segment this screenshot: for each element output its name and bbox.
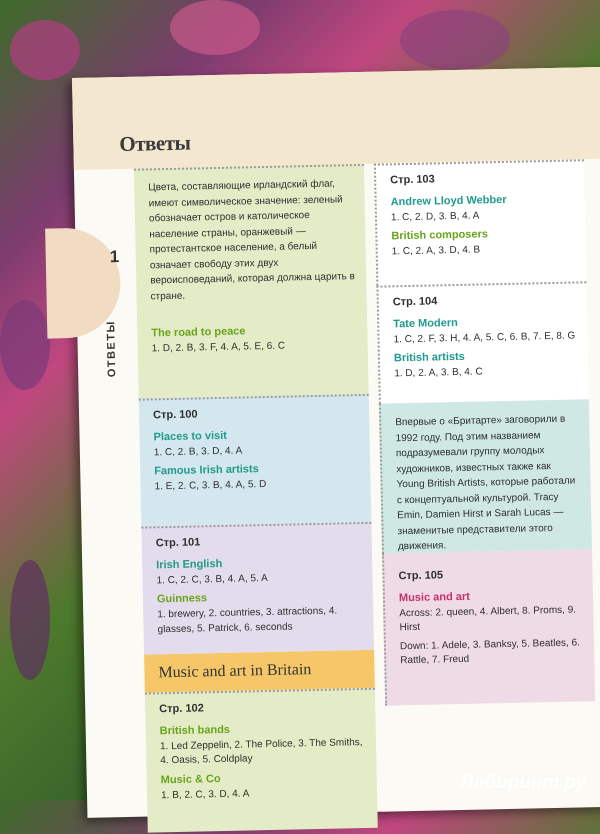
places-to-visit-answer: 1. C, 2. B, 3. D, 4. A <box>153 445 243 459</box>
p104-box <box>376 281 588 403</box>
tate-modern-answer: 1. C, 2. F, 3. H, 4. A, 5. C, 6. B, 7. E, 8. G <box>393 330 576 346</box>
down-answers: Down: 1. Adele, 3. Banksy, 5. Beatles, 6. Rattle, 7. Freud <box>399 637 580 667</box>
section-banner: Music and art in Britain <box>144 650 375 693</box>
p100-box <box>139 394 372 527</box>
guinness-answer: 1. brewery, 2. countries, 3. attractions, 4. glasses, 5. Patrick, 6. seconds <box>157 605 338 636</box>
music-co-answer: 1. B, 2. C, 3. D, 4. A <box>160 788 250 802</box>
tate-modern-title: Tate Modern <box>393 316 458 331</box>
british-bands-answer: 1. Led Zeppelin, 2. The Police, 3. The Smiths, 4. Oasis, 5. Coldplay <box>159 736 363 767</box>
p103-page: Стр. 103 <box>390 173 435 187</box>
background-flower <box>400 10 510 70</box>
across-answers: Across: 2. queen, 4. Albert, 8. Proms, 9. Hirst <box>399 604 577 634</box>
p101-box <box>141 522 374 655</box>
book-page <box>72 67 600 818</box>
places-to-visit-title: Places to visit <box>153 429 228 444</box>
chapter-number: 1 <box>109 247 120 267</box>
background-flower <box>10 560 50 680</box>
page-title: Ответы <box>119 130 191 157</box>
left-column <box>134 164 378 833</box>
p104-page: Стр. 104 <box>392 295 438 309</box>
british-bands-title: British bands <box>159 723 231 738</box>
chapter-tab-label: ОТВЕТЫ <box>105 320 119 378</box>
british-artists-title: British artists <box>393 351 465 365</box>
right-column <box>374 159 595 705</box>
p102-page: Стр. 102 <box>159 702 204 716</box>
guinness-title: Guinness <box>156 592 208 606</box>
british-composers-answer: 1. C, 2. A, 3. D, 4. B <box>391 244 481 258</box>
music-co-title: Music & Co <box>160 772 221 787</box>
intro-text: Цвета, составляющие ирландский флаг, имеют символическое значение: зеленый обозначает остров и католическое население страны, оранжевый — протестантское население, а белый означает свободу этих двух вероисповеданий, которая должна царить в стране. <box>148 178 356 302</box>
famous-irish-artists-answer: 1. E, 2. C, 3. B, 4. A, 5. D <box>154 479 267 493</box>
p101-page: Стр. 101 <box>155 536 201 550</box>
p103-box <box>374 159 587 285</box>
background-flower <box>0 300 50 390</box>
road-to-peace-answer: 1. D, 2. B, 3. F, 4. A, 5. E, 6. C <box>151 340 286 355</box>
intro-box <box>134 164 369 399</box>
famous-irish-artists-title: Famous Irish artists <box>154 463 259 478</box>
andrew-lloyd-webber-answer: 1. C, 2. D, 3. B, 4. A <box>390 210 480 224</box>
irish-english-answer: 1. C, 2. C, 3. B, 4. A, 5. A <box>156 572 268 587</box>
andrew-lloyd-webber-title: Andrew Lloyd Webber <box>390 193 507 209</box>
background-flower <box>170 0 260 55</box>
british-composers-title: British composers <box>391 228 489 243</box>
road-to-peace-title: The road to peace <box>151 325 246 340</box>
music-and-art-title: Music and art <box>398 590 470 605</box>
britart-text: Впервые о «Бритарте» заговорили в 1992 году. Под этим названием подразумевали группу молодых художников, известных также как Young British Artists, которые работали с концептуальной культурой. Tracy Emin, Damien Hirst и Sarah Lucas — знаменитые представители этого движения. <box>395 413 576 553</box>
britart-box <box>379 399 592 553</box>
british-artists-answer: 1. D, 2. A, 3. B, 4. C <box>394 366 483 380</box>
p105-page: Стр. 105 <box>398 569 444 583</box>
background-flower <box>10 20 80 80</box>
watermark-logo: Лабиринт.ру <box>460 772 586 793</box>
p105-box <box>382 549 595 705</box>
p100-page: Стр. 100 <box>152 408 198 422</box>
p102-box <box>145 688 378 833</box>
irish-english-title: Irish English <box>156 557 223 572</box>
